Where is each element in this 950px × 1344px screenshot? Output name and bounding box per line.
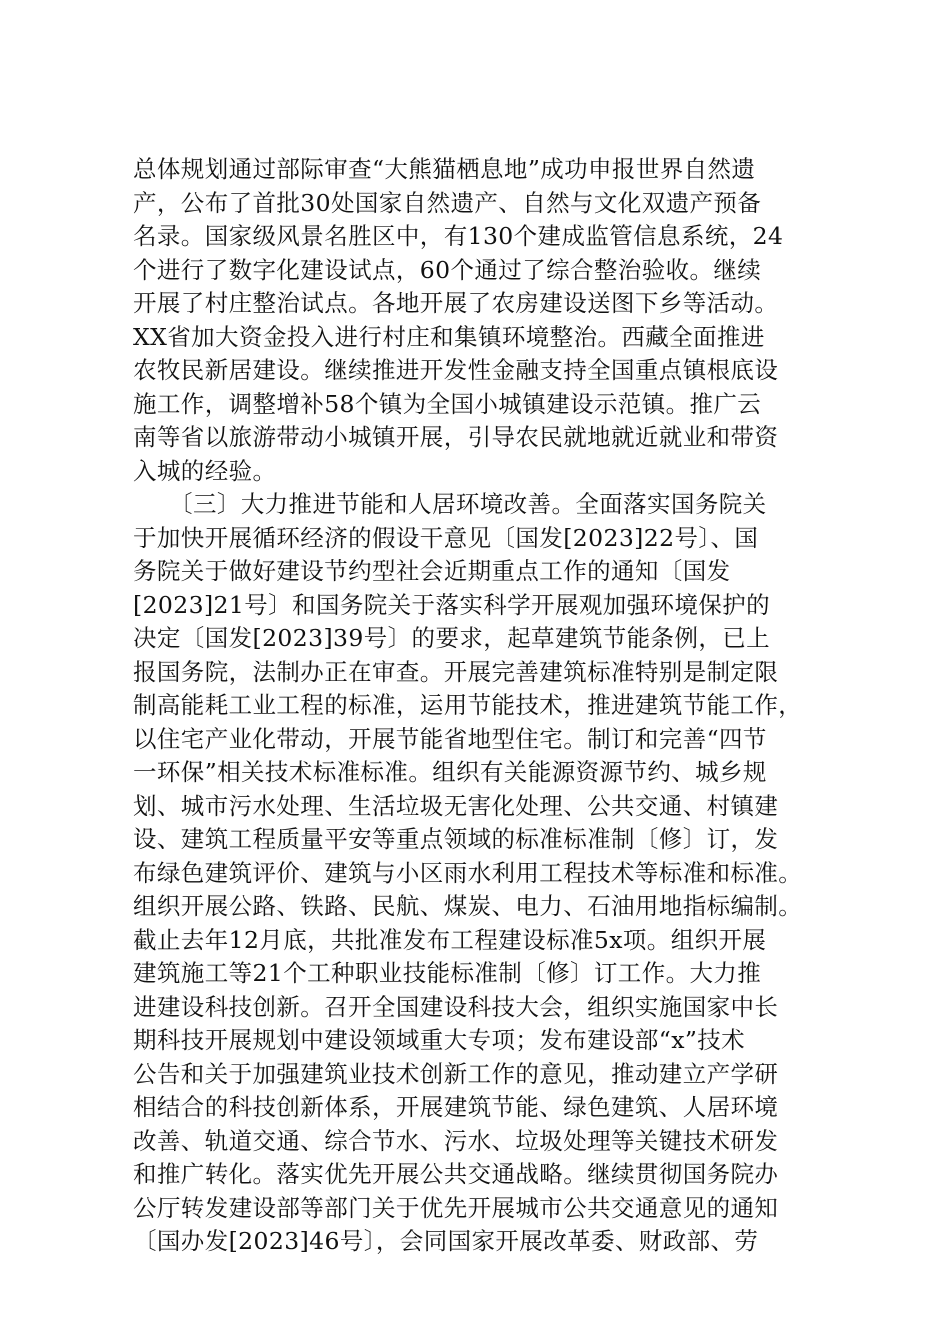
text-line: 公厅转发建设部等部门关于优先开展城市公共交通意见的通知: [133, 1193, 779, 1222]
text-line: 相结合的科技创新体系，开展建筑节能、绿色建筑、人居环境: [133, 1093, 779, 1121]
text-line: 建筑施工等21个工种职业技能标准制〔修〕订工作。大力推: [133, 959, 762, 987]
text-line: 产，公布了首批30处国家自然遗产、自然与文化双遗产预备: [133, 188, 762, 217]
text-line: 划、城市污水处理、生活垃圾无害化处理、公共交通、村镇建: [133, 791, 779, 820]
text-line: 一环保”相关技术标准标准。组织有关能源资源节约、城乡规: [133, 758, 767, 786]
text-line: 个进行了数字化建设试点，60个通过了综合整治验收。继续: [133, 255, 762, 284]
body-text: [133, 153, 833, 1259]
text-line: 入城的经验。: [133, 456, 277, 485]
text-line: 总体规划通过部际审查“大熊猫栖息地”成功申报世界自然遗: [133, 155, 756, 183]
text-line: 制高能耗工业工程的标准，运用节能技术，推进建筑节能工作，: [133, 691, 803, 719]
text-line: 决定〔国发[2023]39号〕的要求，起草建筑节能条例，已上: [133, 624, 771, 652]
text-line: 组织开展公路、铁路、民航、煤炭、电力、石油用地指标编制。: [133, 892, 803, 920]
text-line: 以住宅产业化带动，开展节能省地型住宅。制订和完善“四节: [133, 724, 767, 753]
text-line: 公告和关于加强建筑业技术创新工作的意见，推动建立产学研: [133, 1059, 779, 1088]
text-line: 和推广转化。落实优先开展公共交通战略。继续贯彻国务院办: [133, 1160, 779, 1188]
text-line: 〔三〕大力推进节能和人居环境改善。全面落实国务院关: [133, 490, 767, 518]
text-line: 〔国办发[2023]46号〕，会同国家开展改革委、财政部、劳: [133, 1227, 759, 1255]
text-line: 截止去年12月底，共批准发布工程建设标准5x项。组织开展: [133, 925, 767, 954]
text-line: 名录。国家级风景名胜区中，有130个建成监管信息系统，24: [133, 222, 784, 250]
text-line: 设、建筑工程质量平安等重点领域的标准标准制〔修〕订，发: [133, 825, 779, 853]
text-line: 期科技开展规划中建设领域重大专项；发布建设部“x”技术: [133, 1026, 746, 1054]
text-line: 报国务院，法制办正在审查。开展完善建筑标准特别是制定限: [133, 657, 779, 686]
text-line: 改善、轨道交通、综合节水、污水、垃圾处理等关键技术研发: [133, 1126, 779, 1155]
text-line: 南等省以旅游带动小城镇开展，引导农民就地就近就业和带资: [133, 423, 779, 451]
text-line: 于加快开展循环经济的假设干意见〔国发[2023]22号〕、国: [133, 523, 759, 552]
text-line: 开展了村庄整治试点。各地开展了农房建设送图下乡等活动。: [133, 289, 779, 317]
text-line: [2023]21号〕和国务院关于落实科学开展观加强环境保护的: [133, 590, 771, 619]
text-line: 农牧民新居建设。继续推进开发性金融支持全国重点镇根底设: [133, 356, 779, 384]
text-line: 进建设科技创新。召开全国建设科技大会，组织实施国家中长: [133, 992, 779, 1021]
text-line: 务院关于做好建设节约型社会近期重点工作的通知〔国发: [133, 557, 731, 585]
text-line: 布绿色建筑评价、建筑与小区雨水利用工程技术等标准和标准。: [133, 858, 803, 887]
text-line: XX省加大资金投入进行村庄和集镇环境整治。西藏全面推进: [133, 322, 765, 351]
text-line: 施工作，调整增补58个镇为全国小城镇建设示范镇。推广云: [133, 389, 762, 418]
